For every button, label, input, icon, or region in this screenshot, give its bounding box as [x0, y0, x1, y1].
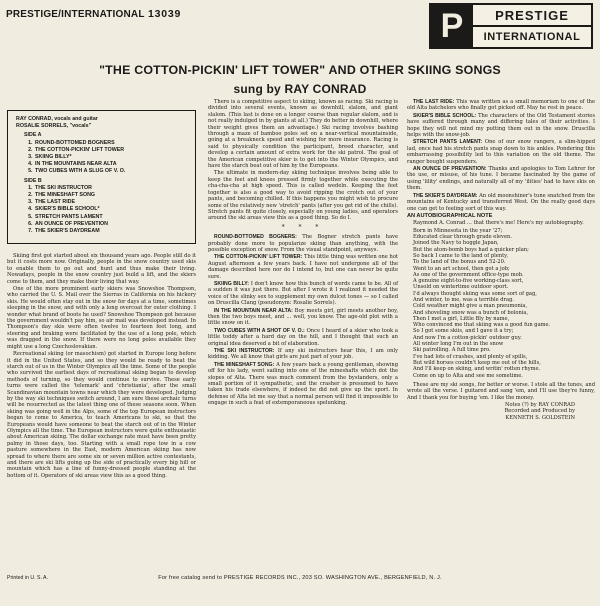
label-name: PRESTIGE/INTERNATIONAL: [6, 9, 145, 20]
poem-line: A genuine eight-to-five working-class sort,: [413, 278, 524, 285]
poem-line: As one of the government office-type mob.: [413, 271, 524, 278]
poem-line: I'd always thought skiing was some sort of gag,: [413, 290, 537, 297]
liner-notes-column-2: [208, 99, 398, 408]
catalog-footer: For free catalog send to PRESTIGE RECORDS INC., 203 SO. WASHINGTON AVE., BERGENFIELD, N. J.: [158, 575, 442, 581]
song-note-text: Boy meets girl, girl meets another boy, then the two boys meet, and ... well, you know. The age-old plot with a little snow on it.: [208, 307, 398, 327]
side-b-label: SIDE B: [24, 177, 42, 184]
poem-line: Born in Minnesota in the year '27;: [413, 227, 503, 234]
song-note-text: This little thing was written one hot August afternoon a few years back. I have not undergone all of the damage described here nor do I intend to, but one can never be quite sure.: [208, 254, 398, 280]
logo-wordmark: [473, 5, 591, 47]
side-a-tracks: [16, 140, 187, 176]
song-note: [208, 308, 398, 327]
poem-line: All winter long I'm out in the snow: [413, 341, 504, 348]
poem-line: Educated clear through grade eleven.: [413, 234, 512, 241]
autobiography-poem: [413, 228, 595, 379]
tracklist-box: [7, 110, 196, 244]
autobiography-heading: AN AUTOBIOGRAPHICAL NOTE: [407, 212, 493, 219]
song-note-text: I don't know how this bunch of words came to be. All of a sudden it was just there. But after I wrote it I realized it needed the voice of the slinky sex to supplement my own dulcet tones — so I called on Druscilla Clang (pseudonym: Rosalie Sorrels).: [208, 280, 399, 307]
liner-notes-column-1: [7, 253, 196, 480]
liner-notes-column-3: [407, 99, 595, 421]
poem-line: So I got some skiis, and I gave it a try;: [413, 328, 514, 335]
song-note: [208, 254, 398, 280]
side-a-label: SIDE A: [24, 132, 42, 139]
section-divider: * * *: [281, 223, 325, 231]
song-note-text: The characters of the Old Testament stories have suffered through many and differing tales of their activities. I hope they will not mind my putting them out in the snow. Druscilla helps with the snow-job.: [407, 112, 595, 139]
printed-in-usa: Printed in U. S. A.: [7, 575, 48, 581]
paragraph: Skiing first got started about six thousand years ago. People still do it but it costs more now. Originally, people in the snow country used skis to enable them to go out and hunt and thus make their living. Nowadays, people in the snow country just build a lift, and the skiers come to them, and they make their living that way.: [7, 253, 196, 285]
poem-line: Cold weather might give a man pneumonia,: [413, 303, 528, 310]
poem-line: Ski patrolling. A full time pro.: [413, 347, 491, 354]
poem-line: Went to an art school, then got a job;: [413, 265, 510, 272]
song-note-title: TWO CUBES WITH A SHOT OF V. O.:: [214, 327, 305, 334]
poem-line: Unsold on wintertime outdoor sport.: [413, 284, 509, 291]
song-note-title: AN OUNCE OF PREVENTION:: [413, 166, 487, 173]
album-title: "THE COTTON-PICKIN' LIFT TOWER" AND OTHER SKIING SONGS: [99, 63, 501, 77]
song-note-title: THE LAST RIDE:: [413, 99, 455, 105]
song-note-text: This was written as a small memoriam to one of the old Alta batchelors who finally got picked off. May he rest in peace.: [407, 99, 595, 112]
paragraph: One of the more prominent early skiers was Snowshoe Thompson, who carried the U. S. Mail over the Sierras in California on his hickory skis. He would often stay out in the snow for days at a time, sometimes sleeping in the snow, and with only a long overcoat for outer clothing. I wonder what brand of boots he used? Snowshoe Thompson got because the government wouldn't pay him, so air mail was developed instead. In Thompson's day skis were often twelve to fourteen feet long, and steering and braking were facilitated by the use of a long pole, which was dragged in the snow. If there were no long poles available they might use a long Czechoslovakian.: [7, 286, 196, 350]
poem-line: And now I'm a cotton-pickin' outdoor guy.: [413, 334, 522, 341]
album-subtitle: sung by RAY CONRAD: [233, 82, 367, 96]
poem-line: And winter, to me, was a terrible drag.: [413, 296, 515, 303]
song-note-title: SKIER'S BIBLE SCHOOL:: [413, 112, 477, 119]
song-note-text: If any ski instructors hear this, I am only kidding. We all know that girls are just part of your job.: [208, 348, 399, 361]
paragraph: The ultimate in modern-day skiing technique involves being able to keep the feet and knees pressed firmly together while executing the cha-cha-cha at high speed. This is called wedeln. Keeping the feet together is also a good way to avoid ripping the crotch out of your pants, and becoming chilled. If this happens you might wish to procure some of the relatively new 'stretch' pants (after you get rid of the chills). Stretch pants fit quite closely, especially on young ladies, and operators around the ski areas view this as a good thing. So do I.: [208, 170, 398, 222]
song-note: [407, 99, 595, 112]
song-note: [208, 348, 398, 361]
poem-line: So back I came to the land of plenty,: [413, 252, 509, 259]
song-note: [208, 234, 398, 253]
poem-line: But the atom-bomb boys had a quicker plan;: [413, 246, 529, 253]
poem-line: And I'll keep on skiing, and writin' rotten rhyme.: [413, 366, 541, 373]
song-note: [407, 139, 595, 165]
track-item: 7. THE SKIER'S DAYDREAM: [34, 228, 187, 235]
paragraph: There is a competitive aspect to skiing, known as racing. Ski racing is divided into several events, known as downhill, slalom, and giant slalom. (This last is done on a longer course than regular slalom, and is not really indulged in by giants at all.) They do better in downhill, where their weight gives them an advantage.) Ski racing involves bashing through a maze of bamboo poles set on a near-vertical mountainside, going at a breakneck speed and wishing for more insurance. Racing is said to physically condition the participant, breed character, and develop a certain amount of extra work for the ski patrol. The goal of the American competitive skier is to get into the Winter Olympics, and have the starch beat out of him by the Europeans.: [208, 99, 398, 170]
notes-credit: Notes (?) by RAY CONRAD: [505, 402, 575, 409]
song-note-title: THE SKI INSTRUCTOR:: [214, 348, 275, 355]
song-note-title: SKIING BILLY:: [214, 280, 250, 287]
song-note: [208, 281, 398, 307]
credit-line: RAY CONRAD, vocals and guitar: [16, 116, 98, 122]
poem-line: I've had lots of crashes, and plenty of spills,: [413, 353, 528, 360]
paragraph: Recreational skiing (or masochism) got started in Europe long before it did in the United States, and so they would be ready to beat the starch out of us in the Winter Olympics all the time. Some of the people who survived the earliest days of recreational skiing began to develop methods of turning, so they would continue to survive. These early turns were called the 'telemark' and 'christiania', after the small Scandinavian mountain towns near which they were developed. Judging by the way ski techniques switch around, I am sure these archaic turns will be resurrected as the latest thing one of these seasons soon. When skiing was going well in the Alps, some of the top European instructors began to come to America, to teach Americans to ski, so that the Europeans would have someone to beat the starch out of in the Winter Olympics all the time. The European instructors were quite enthusiastic about American skiing. The dollar exchange rate must have been pretty palmy in those days, too. Starting with a small rope tow in a cow pasture somewhere in the East, modern American skiing has now spread to where there are some six or seven million active contestants, and there are ski lifts going up the side of practically every big hill or mountain which has a line of funny-dressed people standing at the bottom of it. Operators of ski areas view this as a good thing.: [7, 351, 196, 479]
track-item: 2. THE COTTON-PICKIN' LIFT TOWER: [34, 147, 187, 154]
song-note: [208, 328, 398, 347]
track-item: 4. IN THE MOUNTAINS NEAR ALTA: [34, 161, 187, 168]
song-note-title: ROUND-BOTTOMED BOGNERS:: [214, 234, 297, 241]
catalog-number: 13039: [148, 8, 182, 20]
song-note-text: Thanks and apologies to Tom Lehrer for the use, or misuse, of his tune. I became fascinated by the game of using 'lility' endings, and naturally all of my 'ilities' had to have skis on them.: [407, 166, 595, 192]
credit-line: ROSALIE SORRELS, "vocals": [16, 123, 92, 130]
autobiography-intro: Raymond A. Conrad ... that there's me! Here's my autobiography.: [413, 220, 584, 227]
track-item: 1. ROUND-BOTTOMED BOGNERS: [34, 140, 187, 147]
poem-line: Joined the Navy to hoggle Japan,: [413, 240, 499, 247]
song-note: [208, 362, 398, 407]
prestige-international-logo: [429, 3, 593, 49]
song-note-title: IN THE MOUNTAIN NEAR ALTA:: [214, 307, 293, 314]
track-item: 5. STRETCH PANTS LAMENT: [34, 214, 187, 221]
track-item: 2. THE MINESHAFT SONG: [34, 192, 187, 199]
song-note: [407, 193, 595, 212]
song-note-title: THE MINESHAFT SONG:: [214, 361, 275, 368]
poem-line: But wild horses couldn't keep me out of the hills,: [413, 359, 541, 366]
poem-line: Come on up to Alta and see me sometime.: [413, 372, 523, 379]
closing-verse: These are my ski songs, for better or worse. I stole all the tunes, and wrote all the verse. I guitared and sang 'em, and I'll use they're funny, And I thank you for buying 'em. I like the money.: [407, 381, 595, 401]
logo-letter-p: P: [431, 5, 473, 47]
track-item: 3. THE LAST RIDE: [34, 199, 187, 206]
song-note-text: The Bogner stretch pants have probably done more to popularize skiing than anything, with the possible exception of snow. From the visual standpoint, anyways.: [208, 234, 398, 253]
song-note-text: One of our snow rangers, a slim-hipped lad, once had his stretch pants snap down to his ankles. Pondering this embarrassing possibility led to this variation on the old theme. The ranger bought suspenders.: [407, 139, 596, 165]
recorded-credit: Recorded and Produced by: [504, 408, 575, 415]
track-item: 5. TWO CUBES WITH A SLUG OF V. O.: [34, 168, 187, 175]
song-note-title: STRETCH PANTS LAMENT:: [413, 139, 483, 146]
poem-line: To the land of the bonus and 52-20.: [413, 259, 506, 266]
track-item: 6. AN OUNCE OF PREVENTION: [34, 221, 187, 228]
track-item: 4. SKIER'S BIBLE SCHOOL*: [34, 206, 187, 213]
side-b-tracks: [16, 185, 187, 235]
producer-credit: KENNETH S. GOLDSTEIN: [505, 414, 575, 421]
song-note-title: THE COTTON-PICKIN' LIFT TOWER:: [214, 254, 303, 261]
song-note-title: THE SKIER'S DAYDREAM:: [413, 192, 478, 199]
logo-line-prestige: PRESTIGE: [473, 5, 591, 27]
song-note-text: A few years back a young gentleman, showing off for his lady, went sailing into one of the mineshafts which dot the slopes of Alta. There was much comment from the bystanders, only a small portion of it sympathetic, and the crasher is presumed to have taken his trade elsewhere, if indeed he did not give up the sport. In defense of Alta let me say that a normal person will find it impossible to engage in such a feat of extemporaneous spelunking.: [208, 361, 398, 407]
song-note-text: Once I heard of a skier who took a little toddy after a hard day on the hill, and I thought that such an original idea deserved a bit of elaboration.: [208, 327, 399, 347]
song-note: [407, 166, 595, 192]
track-item: 1. THE SKI INSTRUCTOR: [34, 185, 187, 192]
track-item: 3. SKIING BILLY*: [34, 154, 187, 161]
poem-line: Who convinced me that skiing was a good fun game.: [413, 322, 551, 329]
poem-line: And shoveling snow was a bunch of bolonia,: [413, 309, 529, 316]
logo-line-international: INTERNATIONAL: [483, 31, 581, 43]
song-note-text: An old moonshiner's tune snatched from the mountains of Kentucky and transferred West. On the really good days one can get to feeling sort of this way.: [407, 192, 595, 212]
song-note: [407, 113, 595, 139]
poem-line: Then I met a girl, Little Bly by name,: [413, 315, 510, 322]
